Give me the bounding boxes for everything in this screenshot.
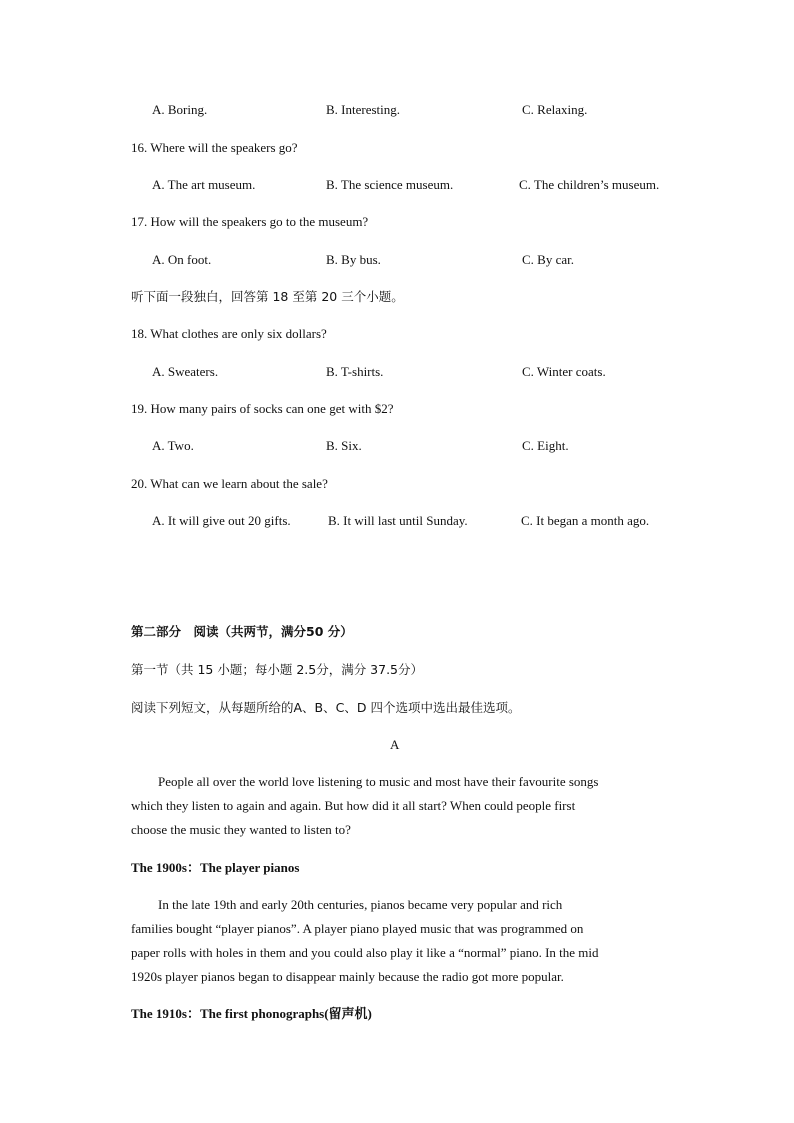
q18-option-c: C. Winter coats. — [522, 364, 606, 379]
heading-1910s: The 1910s：The first phonographs(留声机) — [131, 1006, 372, 1021]
section1-heading: 第一节（共 15 小题；每小题 2.5分，满分 37.5分） — [131, 662, 424, 677]
para-1900s-line-2: families bought “player pianos”. A player piano played music that was programmed on — [131, 921, 584, 936]
q17-option-a: A. On foot. — [152, 252, 212, 267]
passage-intro-line-1: People all over the world love listening to music and most have their favourite songs — [158, 774, 599, 789]
para-1900s-line-4: 1920s player pianos began to disappear mainly because the radio got more popular. — [131, 969, 564, 984]
para-1900s-line-1: In the late 19th and early 20th centuries, pianos became very popular and rich — [158, 897, 563, 912]
q20-option-a: A. It will give out 20 gifts. — [152, 513, 291, 528]
para-1900s-line-3: paper rolls with holes in them and you could also play it like a “normal” piano. In the mid — [131, 945, 599, 960]
q17-option-b: B. By bus. — [326, 252, 381, 267]
q18-question: 18. What clothes are only six dollars? — [131, 326, 327, 341]
q17-option-c: C. By car. — [522, 252, 574, 267]
passage-intro-line-3: choose the music they wanted to listen to? — [131, 822, 351, 837]
q16-question: 16. Where will the speakers go? — [131, 140, 298, 155]
monologue-instruction: 听下面一段独白，回答第 18 至第 20 三个小题。 — [131, 289, 404, 304]
q15-option-a: A. Boring. — [152, 102, 208, 117]
q19-option-b: B. Six. — [326, 438, 362, 453]
passage-intro-line-2: which they listen to again and again. But how did it all start? When could people first — [131, 798, 576, 813]
q19-option-a: A. Two. — [152, 438, 194, 453]
reading-instruction: 阅读下列短文，从每题所给的A、B、C、D 四个选项中选出最佳选项。 — [131, 700, 521, 715]
q16-option-c: C. The children’s museum. — [519, 177, 660, 192]
q15-option-b: B. Interesting. — [326, 102, 401, 117]
q19-question: 19. How many pairs of socks can one get with $2? — [131, 401, 394, 416]
q18-option-a: A. Sweaters. — [152, 364, 219, 379]
q20-question: 20. What can we learn about the sale? — [131, 476, 328, 491]
q16-option-b: B. The science museum. — [326, 177, 454, 192]
q17-question: 17. How will the speakers go to the museum? — [131, 214, 369, 229]
q18-option-b: B. T-shirts. — [326, 364, 384, 379]
q19-option-c: C. Eight. — [522, 438, 569, 453]
q20-option-c: C. It began a month ago. — [521, 513, 650, 528]
heading-1900s: The 1900s：The player pianos — [131, 860, 300, 875]
passage-letter: A — [390, 737, 400, 752]
q20-option-b: B. It will last until Sunday. — [328, 513, 468, 528]
q16-option-a: A. The art museum. — [152, 177, 256, 192]
q15-option-c: C. Relaxing. — [522, 102, 588, 117]
part2-heading: 第二部分 阅读（共两节，满分50 分） — [131, 624, 353, 639]
